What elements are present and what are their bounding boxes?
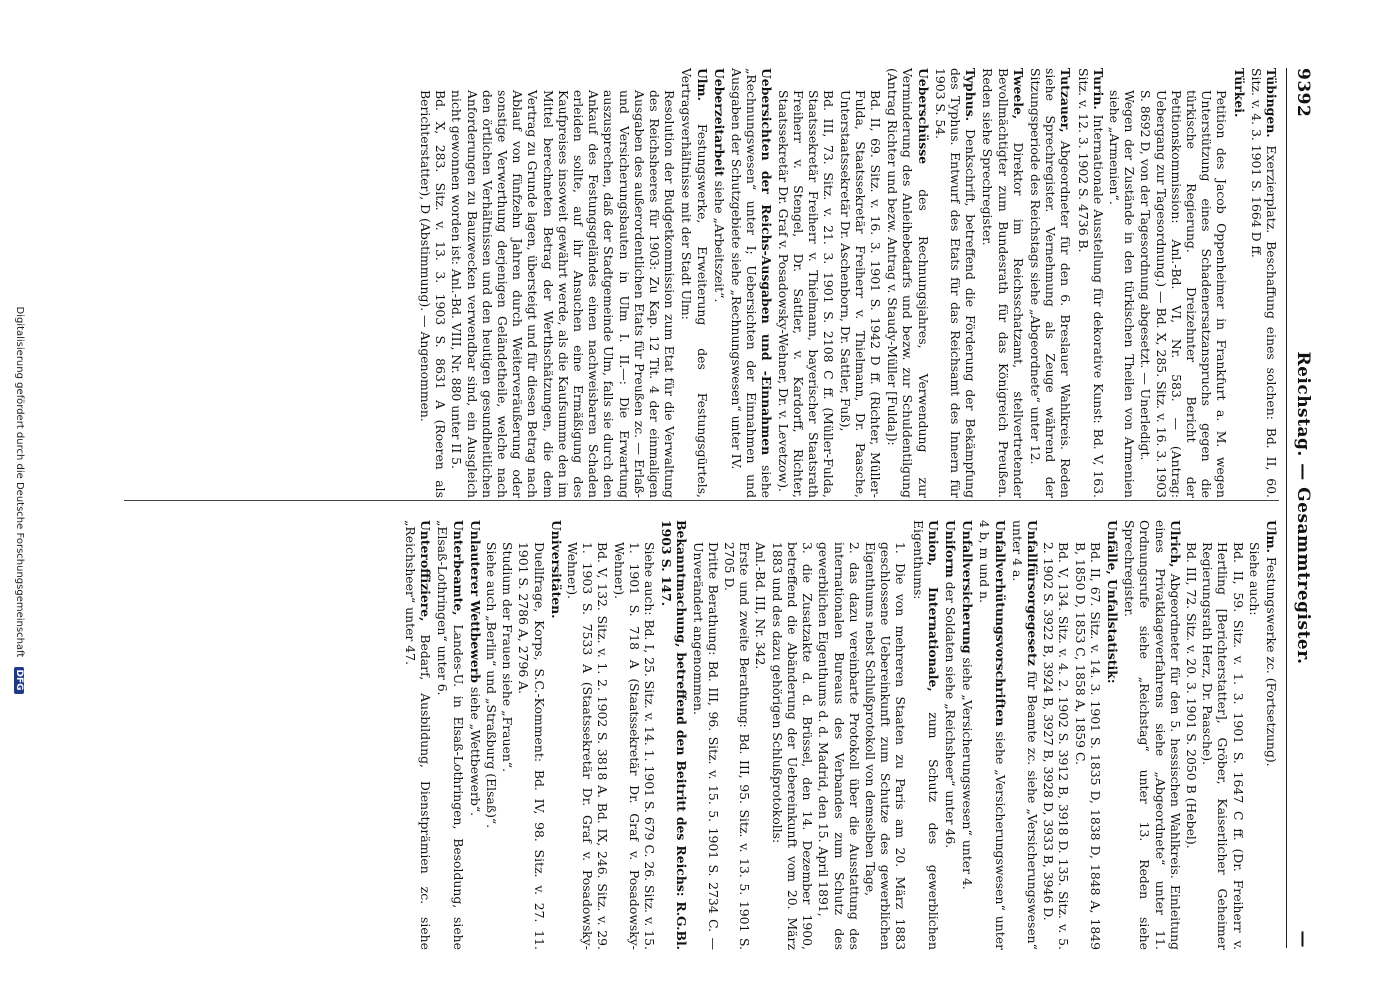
index-entry [435,520,465,950]
entry-heading: Unfälle, Unfallstatistik: [1104,520,1120,684]
entry-heading: Bekanntmachung, betreffend den Beitritt des Reichs: R.G.Bl. 1903 S. 147. [659,520,690,950]
index-entry [770,520,816,950]
entry-heading: Unfallversicherung [960,520,976,654]
entry-text: Exerzierplatz. Beschaffung eines solchen: Bd. II, 60. Sitz. v. 4. 3. 1901 S. 1664 D ff. [1248,68,1279,498]
index-entry [1231,68,1246,498]
entry-heading: Uniform [942,520,958,578]
index-entry [1138,68,1229,498]
left-column [417,68,1279,498]
entry-text: Festungswerke zc. (Fortsetzung). [1264,552,1279,767]
entry-heading: Unteroffiziere, [418,520,434,622]
entry-heading: Tutzauer, [1058,68,1074,133]
entry-heading: Union, Internationale, [925,520,941,692]
entry-heading: Universitäten. [548,520,564,619]
index-entry [712,68,727,498]
index-entry [1200,520,1246,950]
entry-heading: Türkei. [1231,68,1247,118]
index-entry [722,520,752,950]
index-entry [980,68,1026,498]
entry-text: 3. die Zusatzakte d. d. Brüssel, den 14. Dezember 1900, betreffend die Abänderung der Uebereinkunft vom 20. März 1883 und des dazu gehörigen Schlußprotokolls: [769,542,816,950]
header-rule [1286,68,1287,948]
entry-text: Festungswerke, Erweiterung des Festungsgürtels, Vertragsverhältnisse mit der Stadt Ulm: [679,68,710,498]
index-entry [729,68,775,498]
entry-text: siehe „Arbeitszeit“. [711,176,727,303]
entry-heading: Tübingen. [1264,68,1279,138]
index-entry [1105,520,1120,950]
index-entry [549,520,564,950]
right-column [401,520,1279,950]
entry-heading: Tweele, [1010,68,1026,120]
entry-text: Siehe auch: [1246,542,1262,616]
index-entry [516,520,546,950]
index-entry [1107,68,1137,498]
entry-heading: Ulrich, [1167,520,1183,568]
index-entry [1122,520,1183,950]
header-mark: — [1293,930,1313,948]
index-entry [816,520,862,950]
page-number: 9392 [1293,68,1313,118]
index-entry [679,68,709,498]
index-entry [468,520,483,950]
entry-text: Dritte Berathung: Bd. III, 96. Sitz. v. 15. 5. 1901 S. 2734 C. — Unverändert angenommen. [690,542,721,950]
index-entry [885,68,931,498]
index-entry [403,520,433,950]
entry-text: Petition des Jacob Oppenheimer in Frankfurt a. M. wegen Unterstützung eines Schadenersatzanspruchs gegen die türkische Regierung. Dreizehnter Bericht der Petitionskommission: Anl.-Bd. VI, Nr. 583. — (Antrag: Uebergang zur Tagesordnung.) — Bd. X, 285. Sitz. v. 16. 3. 1903 S. 8692 D, von der Tagesordnung abgesetzt. — Unerledigt. [1138,90,1230,498]
entry-text: siehe „Rechnungswesen“ unter I; Uebersichten der Einnahmen und Ausgaben der Schutzgebiete siehe „Rechnungswesen“ unter IV. [729,68,775,499]
entry-heading: Ulm. [1264,520,1279,553]
entry-text: siehe „Wettbewerb“. [467,682,483,817]
index-entry [659,520,689,950]
entry-text: 2. das dazu vereinbarte Protokoll über die Ausstattung des internationalen Bureaus des Verbandes zum Schutz des gewerblichen Eigenthums d. d. Madrid, den 15. April 1891, [816,542,862,950]
entry-text: Bd. X, 283. Sitz. v. 13. 3. 1903 S. 8631 A (Roeren als Berichterstatter), D (Abstimmung). — Angenommen. [418,90,449,498]
index-entry [863,520,909,950]
entry-text: Siehe auch: Bd. I, 25. Sitz. v. 14. 1. 1901 S. 679 C. 26. Sitz. v. 15. 1. 1901 S. 718 A (Staatssekretär Dr. Graf v. Posadowsky-Wehner). [611,542,658,950]
entry-text: Duellfrage, Korps, S.C.-Komment: Bd. IV, 98. Sitz. v. 27. 11. 1901 S. 2786 A, 2796 A. [516,542,547,950]
column-divider [124,500,1279,501]
entry-text: siehe „Versicherungswesen“ unter 4 b, m und n. [977,520,1008,950]
footer [14,0,25,1000]
entry-text: siehe „Versicherungswesen“ unter 4. [960,653,976,890]
entry-text: Abgeordneter für den 5. hessischen Wahlkreis. Einleitung eines Privatklageverfahrens siehe „Abgeordnete“ unter 11. Ordnungsrufe siehe „Reichstag“ unter 13. Reden siehe Sprechregister. [1122,520,1183,950]
index-entry [565,520,611,950]
index-entry [418,68,448,498]
entry-heading: Unfallfürsorgegesetz [1024,520,1040,666]
entry-text: Resolution der Budgetkommission zum Etat für die Verwaltung des Reichsheeres für 1903: Zu Kap. 12 Tit. 4 der einmaligen Ausgaben des außerordentlichen Etats für Preußen zc. — Erlaß- und Versicherungsbauten in Ulm I. II.—: Die Erwartung auszusprechen, daß der Stadtgemeinde Ulm, falls sie durch den Ankauf des Festungsgeländes einen nachweisbaren Schaden erleiden sollte, auf ihr Ansuchen eine Ermäßigung des Kaufpreises insoweit gewährt werde, als die Kaufsumme den im Mittel berechneten Betrag der Werthschätzungen, die dem Vertrag zu Grunde lagen, übersteigt und für diesen Betrag nach Ablauf von fünfzehn Jahren durch Weiterveräußerung oder sonstige Verwerthung derjenigen Geländetheile, welche nach den örtlichen Verhältnissen und den heutigen gesundheitlichen Anforderungen zu Bauzwecken verwendbar sind, ein Ausgleich nicht gewonnen worden ist: Anl.-Bd. VIII, Nr. 880 unter II 5. [449,90,678,498]
entry-text: Erste und zweite Berathung: Bd. III, 95. Sitz. v. 13. 5. 1901 S. 2705 D. [722,542,753,950]
index-entry [611,520,657,950]
entry-text: Bd. II, 69. Sitz. v. 16. 3. 1901 S. 1942 D ff. (Richter, Müller-Fulda, Staatssekretär Freiherr v. Thielmann, Dr. Paasche, Unterstaatssekretär Dr. Aschenborn, Dr. Sattler, Fuß), [837,90,883,498]
entry-text: Internationale Ausstellung für dekorative Kunst: Bd. V, 163. Sitz. v. 12. 3. 1902 S. 4736 B. [1075,68,1106,498]
entry-heading: Ueberzeitarbeit [711,68,727,177]
index-entry [1075,68,1105,498]
entry-text: Bd. V, 134. Sitz. v. 4. 2. 1902 S. 3912 B, 3918 D. 135. Sitz. v. 5. 2. 1902 S. 3922 B, 3924 B, 3927 B, 3928 D, 3933 B, 3946 D. [1041,542,1072,950]
entry-text: für Beamte zc. siehe „Versicherungswesen“ unter 4 a. [1009,520,1040,950]
entry-text: 1. Die von mehreren Staaten zu Paris am 20. März 1883 geschlossene Uebereinkunft zum Schutze des gewerblichen Eigenthums nebst Schlußprotokoll von demselben Tage, [862,542,909,950]
entry-text: Studium der Frauen siehe „Frauen“. [500,542,516,773]
index-entry [1041,520,1071,950]
index-entry [1028,68,1074,498]
entry-text: des Rechnungsjahres, Verwendung zur Verminderung des Anleihebedarfs und bezw. zur Schuldentilgung (Antrag Richter und bezw. Antrag v. Staudy-Müller [Fulda]): [885,68,931,498]
index-entry [977,520,1007,950]
entry-heading: Uebersichten der Reichs-Ausgaben und -Einnahmen [759,68,775,456]
entry-text: Bd. II, 59. Sitz. v. 1. 3. 1901 S. 1647 C ff. (Dr. Freiherr v. Hertling [Berichterstatter], Gröber, Kaiserlicher Geheimer Regierungsrath Herz, Dr. Paasche). [1200,542,1246,950]
page-header [1291,68,1313,948]
entry-text: Denkschrift, betreffend die Förderung der Bekämpfung des Typhus. Entwurf des Etats für das Reichsamt des Innern für 1903 S. 54. [932,68,979,498]
index-entry [1184,520,1199,950]
entry-text: Bd. II, 67. Sitz. v. 14. 3. 1901 S. 1835 D, 1838 D, 1848 A, 1849 B, 1850 D, 1853 C, 1858 A, 1859 C. [1072,542,1103,950]
index-entry [753,520,768,950]
index-entry [1264,520,1279,950]
entry-heading: Ueberschüsse [915,68,931,165]
entry-text: der Soldaten siehe „Reichsheer“ unter 46. [942,577,958,849]
entry-text: zum Schutz des gewerblichen Eigenthums: [910,520,941,950]
entry-text: Bd. III, 72. Sitz. v. 20. 3. 1901 S. 2050 B (Hebel). [1183,542,1199,849]
index-entry [776,68,837,498]
entry-text: Siehe auch „Berlin“ und „Straßburg (Elsaß)“. [484,542,500,829]
index-entry [933,68,979,498]
dfg-logo: DFG [14,667,24,694]
entry-heading: Unterbeamte, [450,520,466,616]
entry-text: Bd. V, 132. Sitz. v. 1. 2. 1902 S. 3818 A. Bd. IX, 246. Sitz. v. 29. 1. 1903 S. 7533 A (Staatssekretär Dr. Graf v. Posadowsky-Wehner). [565,542,611,950]
index-entry [690,520,720,950]
entry-heading: Turin. [1090,68,1106,110]
entry-heading: Ulm. [694,68,710,101]
entry-heading: Unlauterer Wettbewerb [467,520,483,683]
entry-text: Wegen der Zustände in den türkischen Theilen von Armenien siehe „Armenien“. [1106,90,1138,498]
index-entry [943,520,958,950]
entry-heading: Typhus. [963,68,979,122]
index-entry [449,68,677,498]
index-entry [1010,520,1040,950]
entry-heading: Unfallverhütungsvorschriften [992,520,1008,727]
index-entry [500,520,515,950]
index-entry [1247,520,1262,950]
page-title: Reichstag. — Gesammtregister. [1293,351,1313,665]
index-entry [960,520,975,950]
index-entry [1072,520,1102,950]
index-entry [837,68,883,498]
entry-text: Direktor im Reichsschatzamt, stellvertretender Bevollmächtigter zum Bundesrath für das Königreich Preußen. Reden siehe Sprechregister. [980,68,1026,498]
entry-text: Bd. III, 73. Sitz. v. 21. 3. 1901 S. 2108 C ff. (Müller-Fulda, Staatssekretär Freiherr v. Thielmann, bayerischer Staatsrath Freiherr v. Stengel, Dr. Sattler, v. Kardorff, Richter, Staatssekretär Dr. Graf v. Posadowsky-Wehner, Dr. v. Levetzow). [775,90,837,498]
footer-text: Digitalisierung gefördert durch die Deutsche Forschungsgemeinschaft [14,306,25,658]
entry-text: Landes-U. in Elsaß-Lothringen, Besoldung, siehe „Elsaß-Lothringen“ unter 6. [435,520,466,950]
entry-text: Anl.-Bd. III, Nr. 342. [753,542,769,670]
index-entry [1249,68,1279,498]
entry-text: Bedarf, Ausbildung, Dienstprämien zc. siehe „Reichsheer“ unter 47. [403,520,434,950]
index-entry [910,520,940,950]
index-entry [484,520,499,950]
entry-text: Abgeordneter für den 6. Breslauer Wahlkreis. Reden siehe Sprechregister. Vernehmung als Zeuge während der Sitzungsperiode des Reichstags siehe „Abgeordnete“ unter 12. [1027,68,1074,498]
